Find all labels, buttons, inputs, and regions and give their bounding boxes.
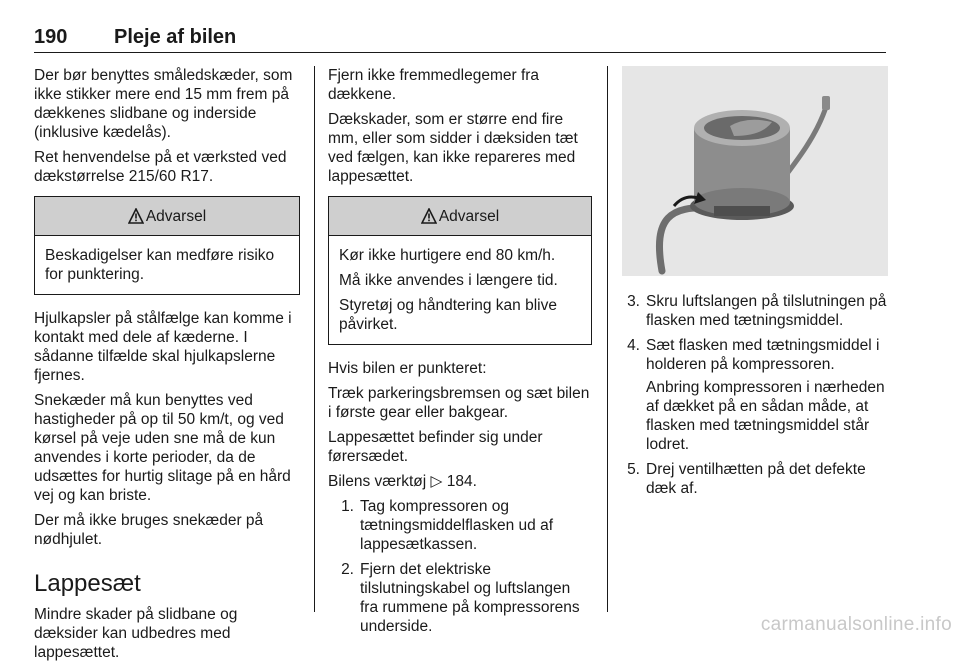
paragraph: Ret henvendelse på et værksted ved dækstørrelse 215/60 R17. — [34, 149, 287, 185]
step-list — [622, 292, 888, 498]
step-number: 1. — [341, 498, 354, 515]
section-heading: Lappesæt — [34, 570, 141, 597]
warning-header — [329, 197, 591, 236]
list-item — [622, 336, 888, 454]
watermark: carmanualsonline.info — [760, 614, 952, 635]
paragraph: Hjulkapsler på stålfælge kan komme i kontakt med dele af kæderne. I sådanne tilfælde skal hjulkapslerne fjernes. — [34, 310, 292, 384]
step-number: 5. — [627, 461, 640, 478]
warning-title: Advarsel — [145, 207, 207, 225]
warning-line: Må ikke anvendes i længere tid. — [339, 272, 558, 289]
step-list — [328, 497, 592, 636]
step-text: Sæt flasken med tætningsmiddel i holderen på kompressoren. — [646, 337, 880, 373]
list-item — [622, 460, 888, 498]
step-text: Drej ventilhætten på det defekte dæk af. — [646, 461, 866, 497]
paragraph: Snekæder må kun benyttes ved hastigheder på op til 50 km/t, og ved kørsel på veje uden sne må de kun anvendes i korte perioder, da de udsættes for hurtig slitage på en hård vej og kan briste. — [34, 392, 291, 504]
list-item — [622, 292, 888, 330]
step-number: 4. — [627, 337, 640, 354]
page-reference-icon: ▷ — [430, 473, 443, 490]
step-text: Fjern det elektriske tilslutningskabel og luftslangen fra rummene på kompressorens underside. — [360, 561, 580, 635]
page-reference[interactable]: 184. — [446, 473, 477, 490]
warning-line: Kør ikke hurtigere end 80 km/h. — [339, 247, 556, 264]
paragraph: Der må ikke bruges snekæder på nødhjulet. — [34, 512, 264, 548]
paragraph: Fjern ikke fremmedlegemer fra dækkene. — [328, 67, 540, 103]
page-title: Pleje af bilen — [114, 26, 237, 48]
warning-text: Beskadigelser kan medføre risiko for punktering. — [45, 247, 275, 283]
warning-triangle-icon — [421, 208, 437, 224]
column-divider — [607, 66, 608, 612]
paragraph: Træk parkeringsbremsen og sæt bilen i første gear eller bakgear. — [328, 385, 590, 421]
column-divider — [314, 66, 315, 612]
page-header — [34, 24, 886, 53]
paragraph: Lappesættet befinder sig under førersædet. — [328, 429, 543, 465]
warning-header — [35, 197, 299, 236]
warning-box — [34, 196, 300, 295]
step-number: 2. — [341, 561, 354, 578]
list-item — [328, 497, 592, 554]
column-right — [622, 66, 888, 504]
step-number: 3. — [627, 293, 640, 310]
step-text: Tag kompressoren og tætningsmiddelflasken ud af lappesætkassen. — [360, 498, 554, 553]
reference-text: Bilens værktøj — [328, 473, 427, 490]
warning-title: Advarsel — [438, 207, 500, 225]
paragraph: Der bør benyttes småledskæder, som ikke stikker mere end 15 mm frem på dækkenes slidbane og inderside (inklusive kædelås). — [34, 67, 293, 141]
paragraph: Hvis bilen er punkteret: — [328, 360, 487, 377]
sealant-bottle-illustration — [622, 66, 888, 276]
list-item — [328, 560, 592, 636]
compressor-illustration — [622, 66, 888, 276]
page-number: 190 — [34, 26, 68, 48]
step-subtext: Anbring kompressoren i nærheden af dækket på en sådan måde, at flasken med tætningsmiddel står lodret. — [646, 379, 885, 453]
paragraph: Mindre skader på slidbane og dæksider kan udbedres med lappesættet. — [34, 606, 238, 661]
column-middle — [328, 66, 592, 642]
paragraph — [328, 472, 592, 491]
warning-triangle-icon — [128, 208, 144, 224]
paragraph: Dækskader, som er større end fire mm, eller som sidder i dæksiden tæt ved fælgen, kan ikke repareres med lappesættet. — [328, 111, 578, 185]
warning-box — [328, 196, 592, 345]
column-left — [34, 66, 300, 668]
warning-line: Styretøj og håndtering kan blive påvirket. — [339, 297, 557, 333]
step-text: Skru luftslangen på tilslutningen på flasken med tætningsmiddel. — [646, 293, 887, 329]
